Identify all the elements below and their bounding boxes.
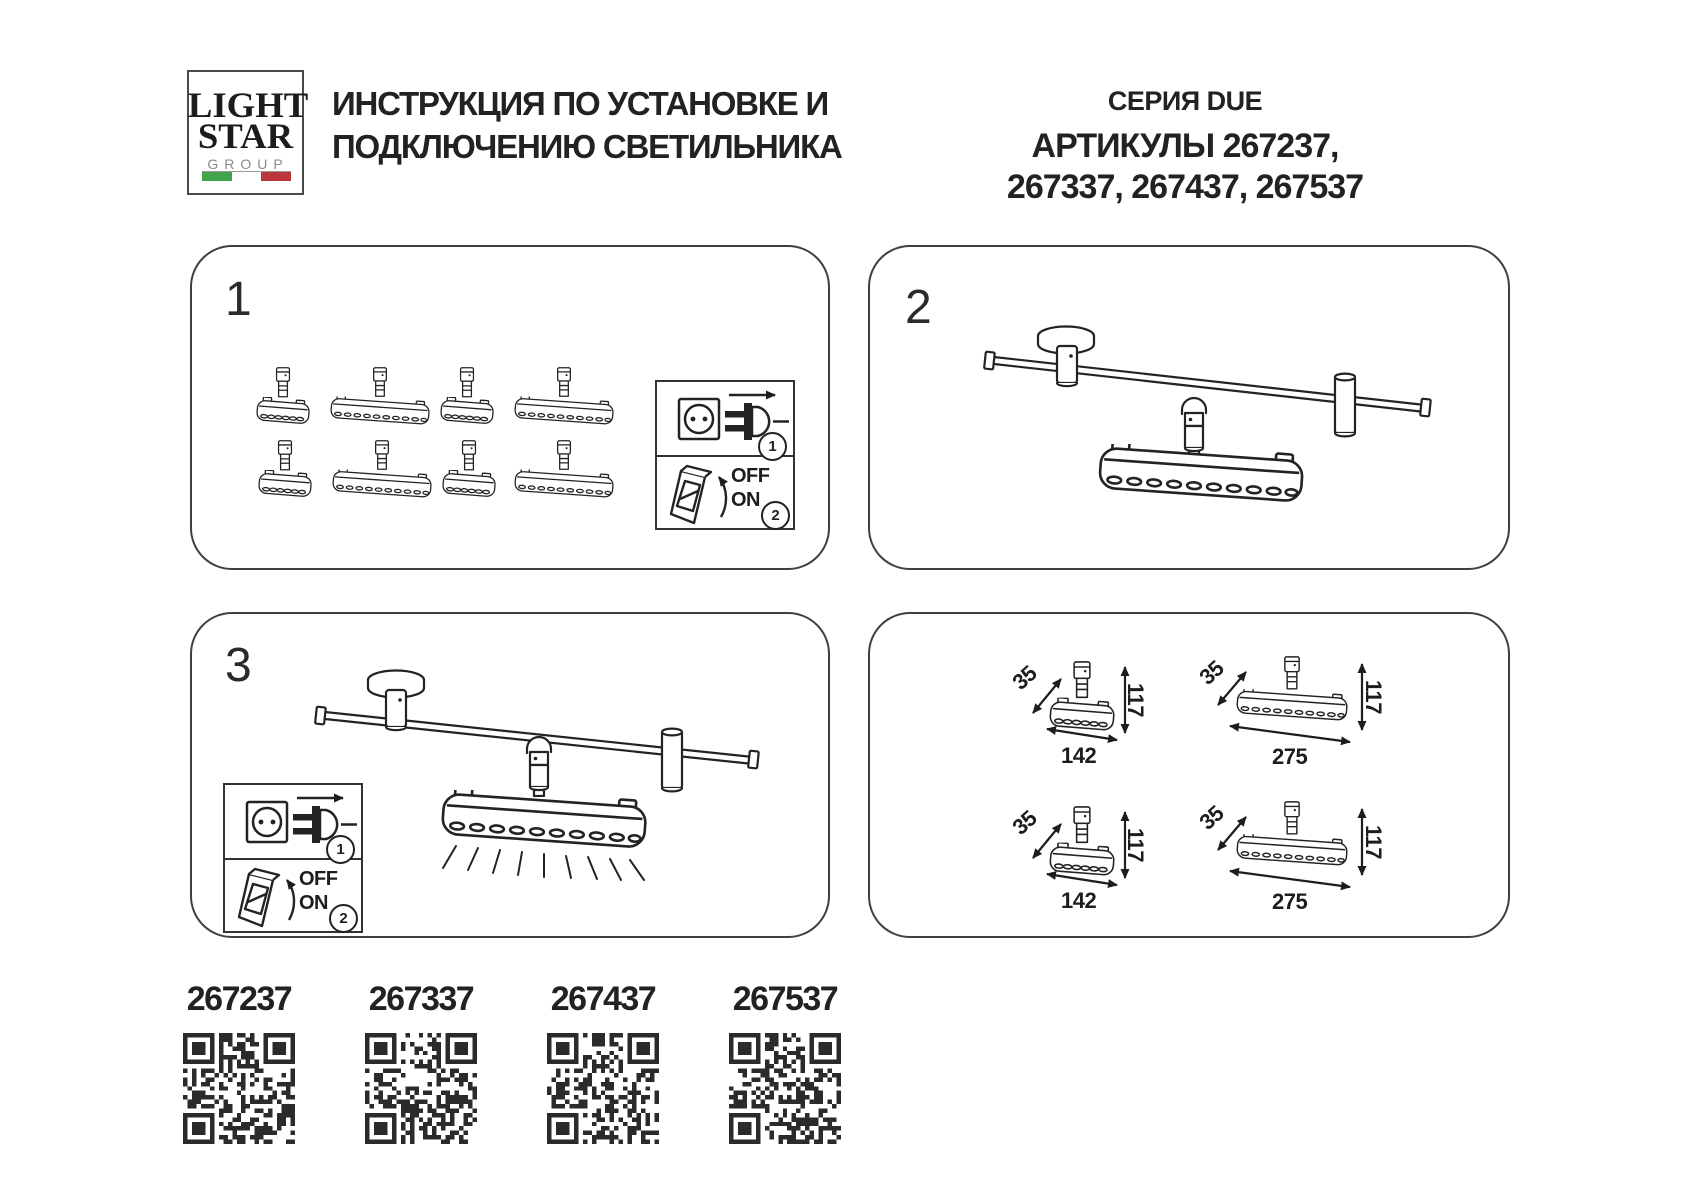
socket-icon (245, 800, 289, 844)
dimension-width-label: 142 (1061, 743, 1097, 768)
panel-dimensions (868, 612, 1510, 938)
switch-on-step (657, 457, 793, 530)
dimensions-diagram (1194, 650, 1400, 769)
dimensions-diagram (1194, 795, 1400, 914)
dimension-width-label: 275 (1272, 744, 1308, 769)
socket-icon (677, 397, 721, 441)
plug-in-step (657, 382, 793, 457)
qr-item (174, 980, 304, 1149)
fixture-short-icon (258, 440, 312, 499)
qr-code (729, 1033, 841, 1144)
series-header (950, 86, 1420, 208)
dimension-depth-label: 35 (1194, 800, 1229, 835)
qr-code (183, 1033, 295, 1144)
qr-item (720, 980, 850, 1149)
articles-line-2: 267337, 267437, 267537 (1006, 168, 1364, 206)
switch-on-step (225, 860, 361, 933)
fixture-long-icon (514, 440, 614, 498)
on-label: ON (731, 489, 760, 511)
dimension-depth-label: 35 (1007, 660, 1042, 695)
on-label: ON (299, 892, 328, 914)
off-label: OFF (731, 465, 770, 487)
power-connection-box (223, 783, 363, 933)
qr-code (365, 1033, 477, 1144)
fixture-long-icon (332, 440, 432, 498)
step-number-3: 3 (225, 639, 252, 692)
off-label: OFF (299, 868, 338, 890)
qr-item (538, 980, 668, 1149)
step-1-badge: 1 (326, 835, 355, 864)
dimensions-diagram (1005, 800, 1180, 915)
dimension-height-label: 117 (1123, 828, 1148, 862)
fixture-short-icon (442, 440, 496, 499)
dimension-width-label: 275 (1272, 889, 1308, 914)
dimension-width-label: 142 (1061, 888, 1097, 913)
fixture-short-icon (440, 367, 494, 426)
step-number-1: 1 (225, 273, 252, 326)
step-number-2: 2 (905, 281, 932, 334)
logo-light: LIGHT (187, 85, 309, 125)
title-line-1: ИНСТРУКЦИЯ ПО УСТАНОВКЕ И (332, 85, 829, 122)
qr-code (547, 1033, 659, 1144)
italian-flag-icon (202, 171, 291, 181)
track-mounting-illustration (880, 258, 1500, 558)
power-connection-box (655, 380, 795, 530)
articles-line-1: АРТИКУЛЫ 267237, (1031, 127, 1339, 165)
light-rays-icon (443, 846, 644, 880)
page-title (332, 82, 842, 168)
switch-icon (233, 864, 301, 930)
dimension-depth-label: 35 (1194, 655, 1229, 690)
lightstar-logo (187, 70, 309, 195)
fixture-long-icon (514, 367, 614, 425)
dimension-height-label: 117 (1123, 683, 1148, 717)
qr-article-label: 267537 (732, 980, 838, 1018)
series-title: СЕРИЯ DUE (1107, 86, 1263, 116)
step-2-badge: 2 (329, 904, 358, 933)
step-1-badge: 1 (758, 432, 787, 461)
logo-group: GROUP (207, 156, 289, 172)
logo-star: STAR (197, 116, 294, 156)
qr-item (356, 980, 486, 1149)
dimension-height-label: 117 (1361, 680, 1386, 714)
step-2-badge: 2 (761, 501, 790, 530)
dimension-depth-label: 35 (1007, 805, 1042, 840)
qr-article-label: 267337 (368, 980, 474, 1018)
title-line-2: ПОДКЛЮЧЕНИЮ СВЕТИЛЬНИКА (332, 128, 842, 165)
dimensions-diagram (1005, 655, 1180, 770)
qr-article-label: 267237 (186, 980, 292, 1018)
dimension-height-label: 117 (1361, 825, 1386, 859)
fixture-long-icon (330, 367, 430, 425)
qr-article-label: 267437 (550, 980, 656, 1018)
switch-icon (665, 461, 733, 527)
fixture-short-icon (256, 367, 310, 426)
plug-in-step (225, 785, 361, 860)
